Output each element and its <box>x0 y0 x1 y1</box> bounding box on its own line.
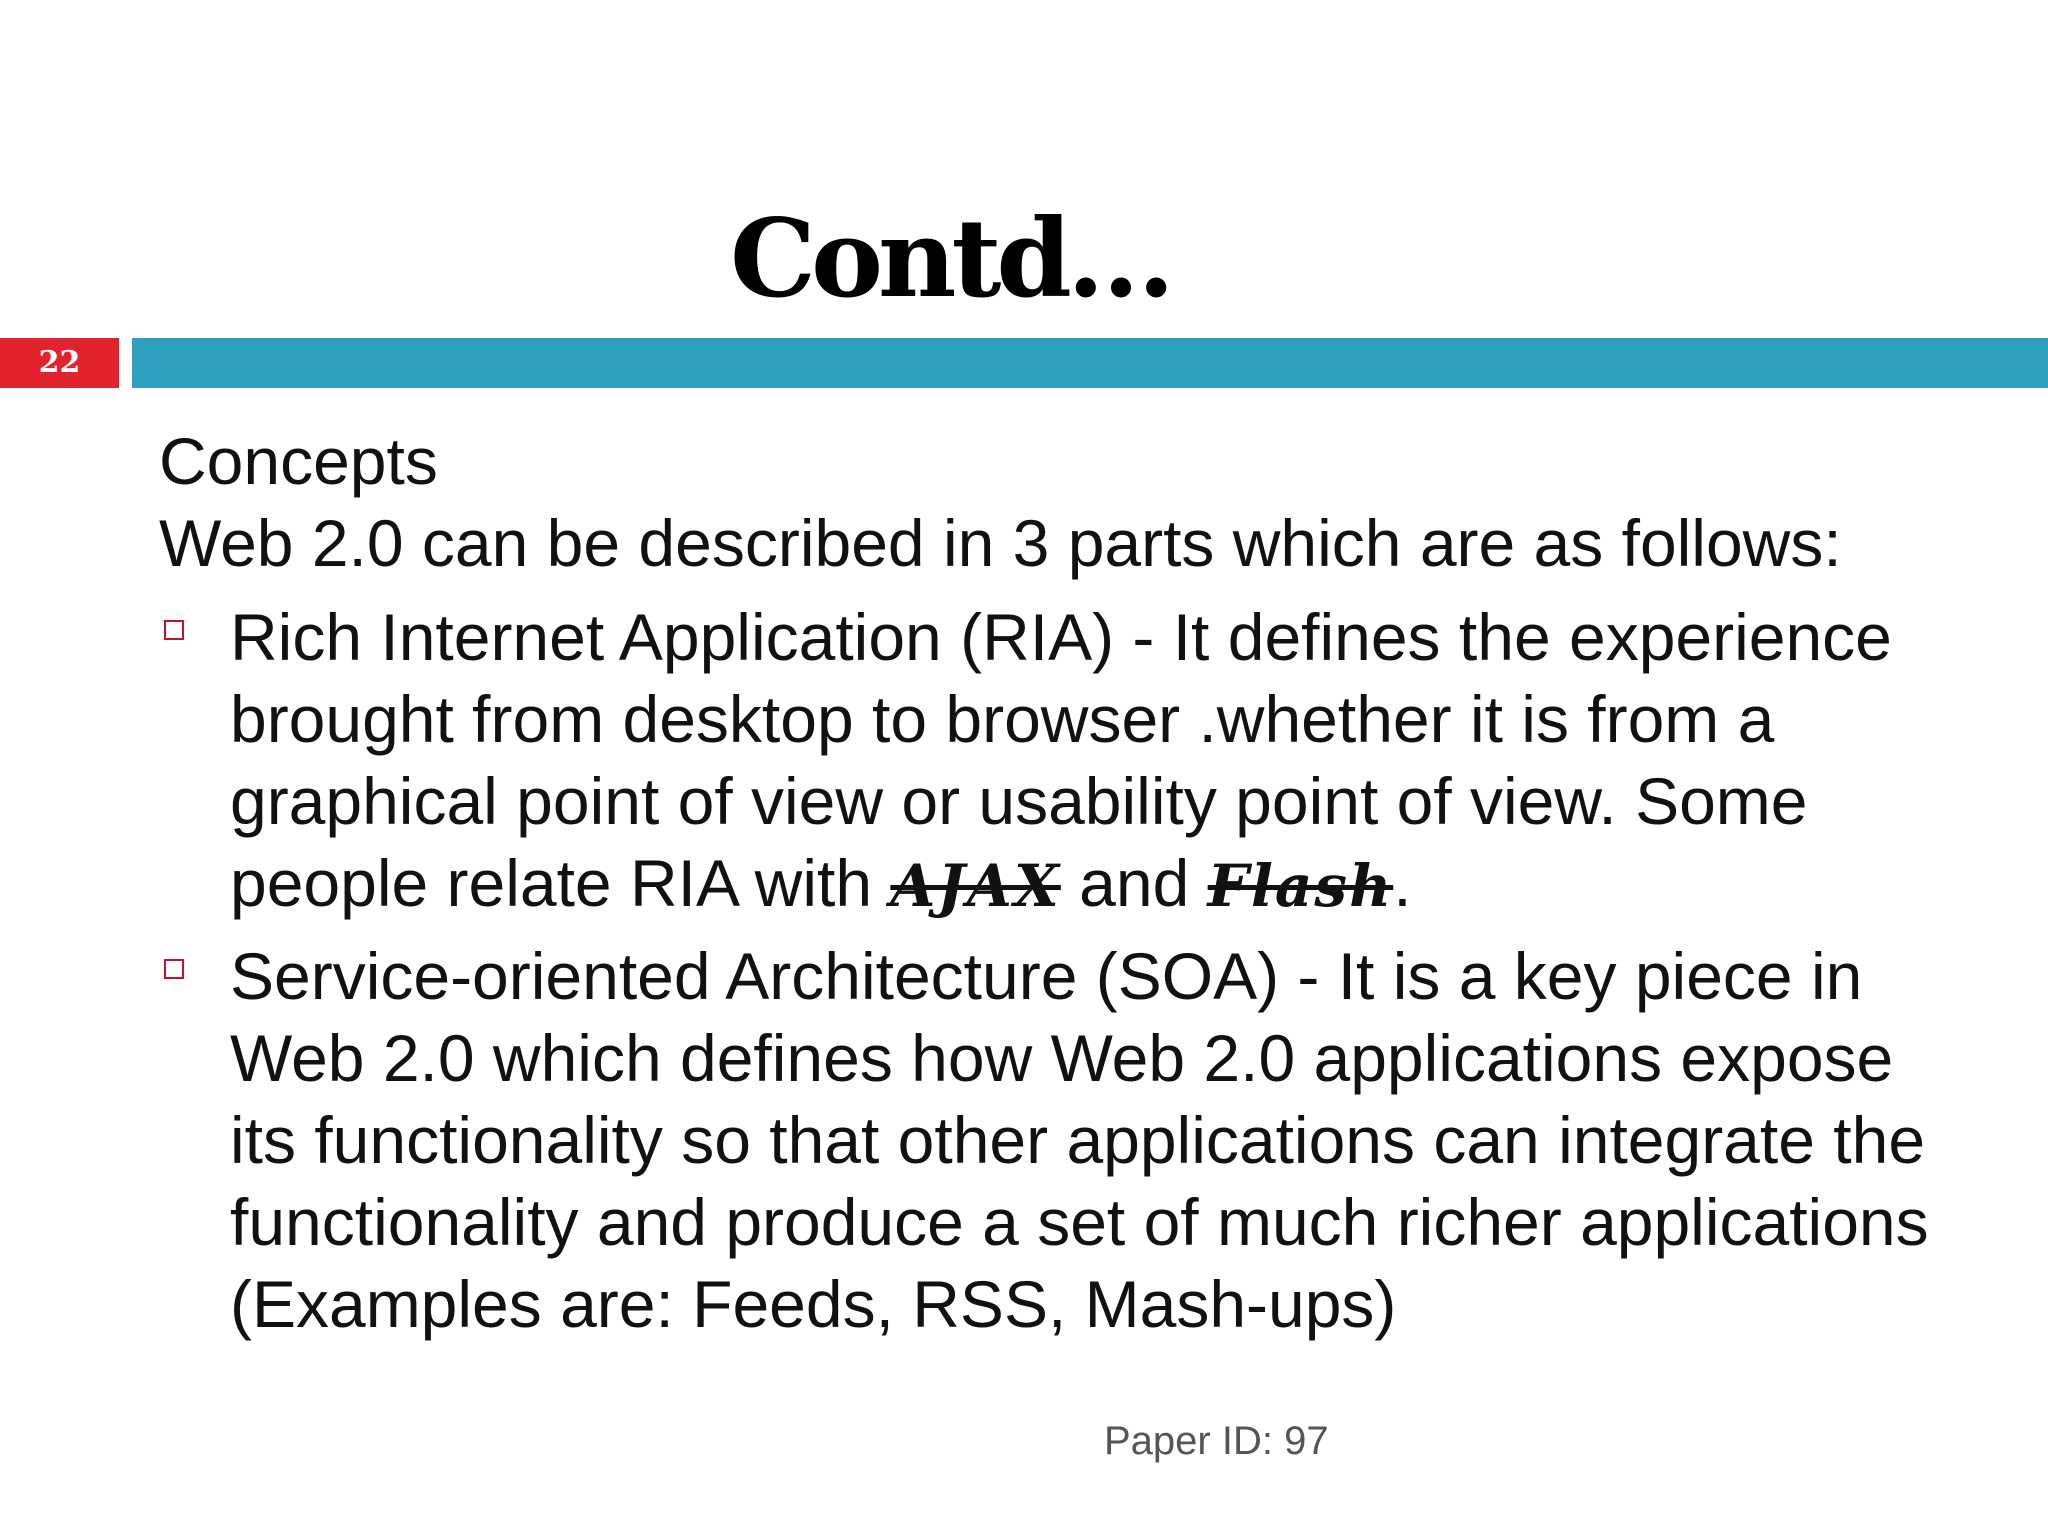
square-bullet-icon <box>164 959 184 979</box>
ajax-term: AJAX <box>890 852 1061 920</box>
intro-line: Web 2.0 can be described in 3 parts which are as follows: <box>159 506 1842 580</box>
square-bullet-icon <box>164 620 184 640</box>
slide-title: Contd… <box>730 196 1170 322</box>
title-underline-bar <box>132 338 2048 388</box>
bullet-list <box>159 596 1959 1345</box>
bullet-soa <box>159 935 1959 1345</box>
bullet-soa-text: Service-oriented Architecture (SOA) - It is a key piece in Web 2.0 which defines how Web 2.0 applications expose its functionality so that other applications can integrate the functionality and produce a set of much richer applications (Examples are: Feeds, RSS, Mash-ups) <box>230 939 1929 1341</box>
bullet-ria-text: Rich Internet Application (RIA) - It defines the experience brought from desktop to browser .whether it is from a graphical point of view or usability point of view. Some people relate RIA with <box>230 600 1892 920</box>
slide-body <box>159 420 1959 1353</box>
bullet-ria-and: and <box>1060 846 1208 920</box>
bullet-ria <box>159 596 1959 927</box>
slide-number-badge: 22 <box>0 338 119 388</box>
paper-id-label: Paper ID: 97 <box>1104 1419 1329 1463</box>
concepts-heading: Concepts <box>159 424 438 498</box>
bullet-ria-period: . <box>1393 846 1412 920</box>
flash-term: Flash <box>1207 852 1394 920</box>
